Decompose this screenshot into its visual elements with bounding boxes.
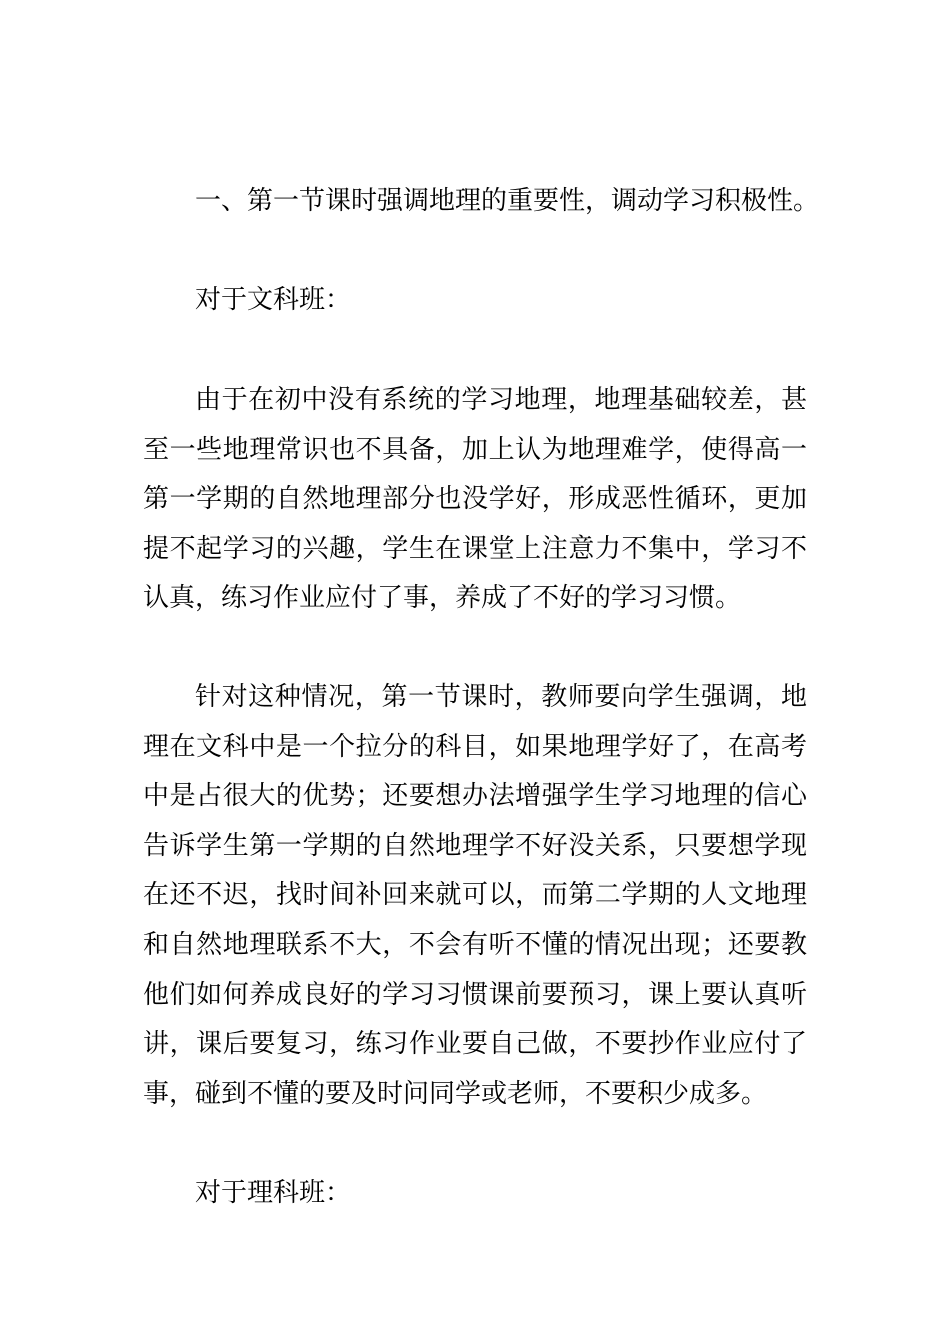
science-class-label: 对于理科班： [195, 1178, 352, 1208]
liberal-arts-situation-paragraph: 由于在初中没有系统的学习地理，地理基础较差，甚至一些地理常识也不具备，加上认为地理难学，使得高一第一学期的自然地理部分也没学好，形成恶性循环，更加提不起学习的兴趣，学生在课堂上注意力不集中，学习不认真，练习作业应付了事，养成了不好的学习习惯。 [143, 385, 807, 614]
section-heading: 一、第一节课时强调地理的重要性，调动学习积极性。 [195, 186, 820, 216]
teaching-measures-paragraph: 针对这种情况，第一节课时，教师要向学生强调，地理在文科中是一个拉分的科目，如果地理学好了，在高考中是占很大的优势；还要想办法增强学生学习地理的信心告诉学生第一学期的自然地理学不好没关系，只要想学现在还不迟，找时间补回来就可以，而第二学期的人文地理和自然地理联系不大，不会有听不懂的情况出现；还要教他们如何养成良好的学习习惯课前要预习，课上要认真听讲，课后要复习，练习作业要自己做，不要抄作业应付了事，碰到不懂的要及时问同学或老师，不要积少成多。 [143, 682, 807, 1109]
liberal-arts-class-label: 对于文科班： [195, 285, 352, 315]
